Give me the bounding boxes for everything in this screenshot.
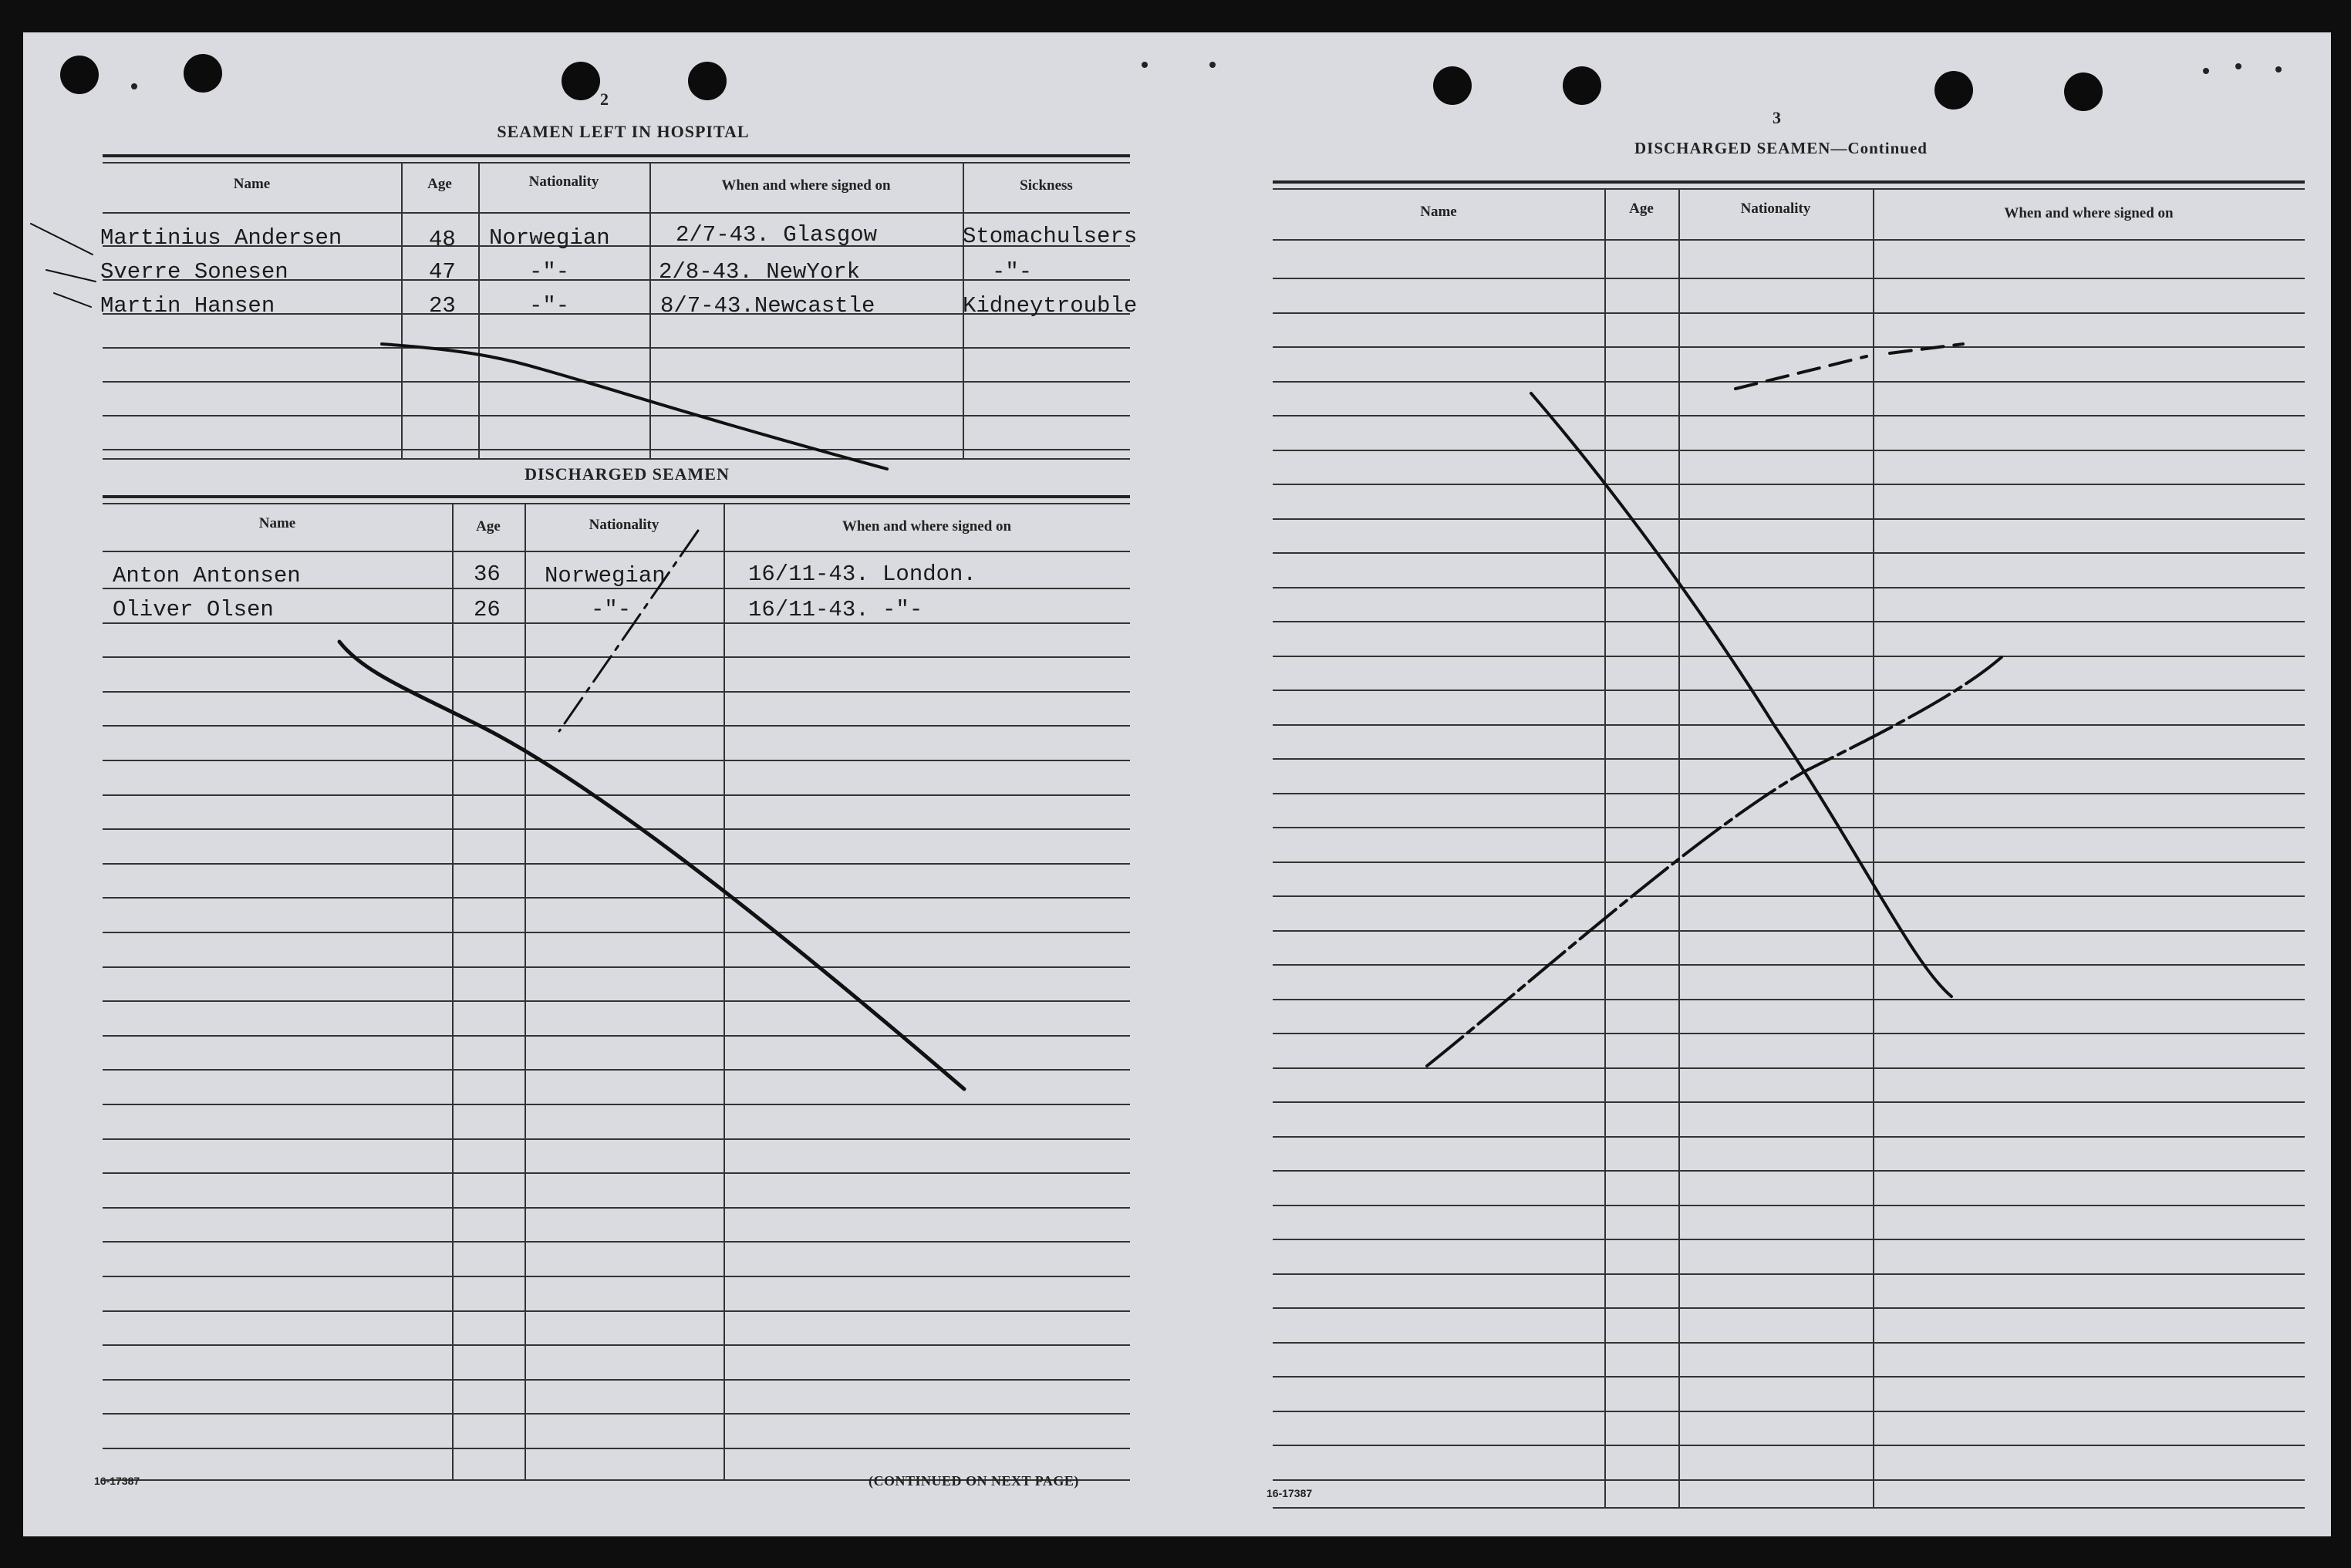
table-rule	[1273, 484, 2305, 485]
discharged-row-1-nationality: Norwegian	[545, 563, 666, 588]
punch-hole	[1433, 66, 1472, 105]
col-header-age: Age	[1629, 201, 1654, 217]
table-rule	[103, 162, 1130, 164]
column-divider	[452, 503, 454, 1481]
hospital-row-2-nationality: -"-	[529, 259, 570, 285]
table-rule	[103, 691, 1130, 693]
punch-hole	[1934, 71, 1973, 110]
table-rule	[1273, 1170, 2305, 1172]
table-rule	[103, 381, 1130, 383]
col-header-name: Name	[258, 515, 296, 531]
col-header-name: Name	[233, 176, 271, 192]
table-rule	[103, 863, 1130, 865]
discharged-row-2-age: 26	[474, 597, 501, 622]
left-page	[23, 32, 1180, 1536]
table-rule	[103, 725, 1130, 727]
hospital-row-2-age: 47	[429, 259, 456, 285]
hospital-row-3-age: 23	[429, 293, 456, 319]
table-rule	[103, 966, 1130, 968]
table-rule	[103, 347, 1130, 349]
punch-hole	[60, 56, 99, 94]
table-rule	[103, 1138, 1130, 1140]
table-rule	[103, 212, 1130, 214]
table-rule	[103, 503, 1130, 504]
page-title: DISCHARGED SEAMEN—Continued	[1634, 139, 1928, 157]
hospital-row-1-sickness: Stomachulsers	[963, 224, 1138, 249]
form-number: 16-17387	[94, 1475, 140, 1487]
col-header-signed-on: When and where signed on	[721, 177, 891, 194]
hospital-row-2-sickness: -"-	[992, 259, 1033, 285]
speck	[2235, 63, 2241, 69]
punch-hole	[1563, 66, 1601, 105]
table-rule	[103, 897, 1130, 899]
column-divider	[1604, 188, 1606, 1507]
discharged-row-2-nationality: -"-	[591, 597, 632, 622]
form-number: 16-17387	[1267, 1487, 1313, 1499]
table-rule	[103, 1448, 1130, 1449]
discharged-row-1-signed-on: 16/11-43. London.	[748, 561, 976, 587]
table-rule	[1273, 827, 2305, 828]
table-rule	[103, 760, 1130, 761]
table-rule	[103, 1104, 1130, 1105]
col-header-sickness: Sickness	[1020, 177, 1073, 194]
table-rule	[1273, 518, 2305, 520]
table-rule	[1273, 239, 2305, 241]
table-rule	[103, 828, 1130, 830]
table-rule	[1273, 1507, 2305, 1509]
table-rule	[103, 1172, 1130, 1174]
hospital-title: SEAMEN LEFT IN HOSPITAL	[497, 122, 750, 141]
table-rule	[1273, 415, 2305, 416]
table-rule	[103, 932, 1130, 933]
table-rule	[1273, 1376, 2305, 1377]
hospital-row-1-nationality: Norwegian	[489, 225, 610, 251]
page-number: 2	[600, 89, 609, 109]
col-header-nationality: Nationality	[1740, 201, 1811, 217]
continued-note: (CONTINUED ON NEXT PAGE)	[869, 1473, 1079, 1489]
hospital-row-2-name: Sverre Sonesen	[100, 259, 288, 285]
col-header-age: Age	[476, 518, 501, 534]
col-header-signed-on: When and where signed on	[2004, 205, 2174, 221]
table-rule	[103, 1069, 1130, 1071]
discharged-title: DISCHARGED SEAMEN	[525, 464, 730, 484]
discharged-row-2-signed-on: 16/11-43. -"-	[748, 597, 923, 622]
table-rule	[103, 1413, 1130, 1415]
table-rule	[103, 1310, 1130, 1312]
table-rule	[1273, 621, 2305, 622]
hospital-row-1-name: Martinius Andersen	[100, 225, 342, 251]
table-rule	[103, 551, 1130, 552]
table-rule	[103, 794, 1130, 796]
col-header-nationality: Nationality	[589, 517, 659, 533]
speck	[2203, 68, 2209, 74]
hospital-row-2-signed-on: 2/8-43. NewYork	[659, 259, 861, 285]
column-divider	[649, 162, 651, 458]
table-rule	[103, 1344, 1130, 1346]
table-rule	[1273, 758, 2305, 760]
document-sheet	[23, 32, 2331, 1536]
table-rule	[103, 154, 1130, 157]
hospital-row-3-nationality: -"-	[529, 293, 570, 319]
hospital-row-3-sickness: Kidneytrouble	[963, 293, 1138, 319]
discharged-row-1-age: 36	[474, 561, 501, 587]
column-divider	[1873, 188, 1874, 1507]
col-header-signed-on: When and where signed on	[842, 518, 1012, 534]
hospital-row-3-name: Martin Hansen	[100, 293, 275, 319]
table-rule	[1273, 656, 2305, 657]
table-rule	[1273, 895, 2305, 897]
col-header-nationality: Nationality	[528, 174, 599, 190]
table-rule	[1273, 1445, 2305, 1446]
speck	[1142, 62, 1148, 68]
table-rule	[1273, 587, 2305, 588]
hospital-row-1-signed-on: 2/7-43. Glasgow	[676, 222, 878, 248]
table-rule	[1273, 381, 2305, 383]
table-rule	[103, 1379, 1130, 1381]
table-rule	[1273, 1307, 2305, 1309]
table-rule	[103, 495, 1130, 498]
table-rule	[1273, 1411, 2305, 1412]
table-rule	[1273, 1273, 2305, 1275]
column-divider	[478, 162, 480, 458]
discharged-row-2-name: Oliver Olsen	[113, 597, 274, 622]
column-divider	[525, 503, 526, 1481]
punch-hole	[688, 62, 727, 100]
page-number: 3	[1773, 108, 1781, 127]
table-rule	[103, 656, 1130, 658]
table-rule	[1273, 690, 2305, 691]
right-page	[1196, 32, 2331, 1536]
punch-hole	[184, 54, 222, 93]
table-rule	[1273, 724, 2305, 726]
table-rule	[1273, 1033, 2305, 1034]
table-rule	[1273, 1239, 2305, 1240]
table-rule	[1273, 964, 2305, 966]
table-rule	[103, 622, 1130, 624]
table-rule	[1273, 278, 2305, 279]
table-rule	[1273, 1479, 2305, 1481]
table-rule	[1273, 999, 2305, 1000]
col-header-age: Age	[427, 176, 452, 192]
table-rule	[1273, 1342, 2305, 1344]
punch-hole	[562, 62, 600, 100]
table-rule	[1273, 552, 2305, 554]
table-rule	[1273, 1205, 2305, 1206]
column-divider	[1678, 188, 1680, 1507]
table-rule	[1273, 180, 2305, 184]
table-rule	[103, 449, 1130, 450]
table-rule	[1273, 793, 2305, 794]
column-divider	[401, 162, 403, 458]
table-rule	[1273, 930, 2305, 932]
table-rule	[1273, 1136, 2305, 1138]
table-rule	[1273, 188, 2305, 190]
punch-hole	[2064, 72, 2103, 111]
hospital-row-3-signed-on: 8/7-43.Newcastle	[660, 293, 875, 319]
table-rule	[103, 1207, 1130, 1209]
table-rule	[103, 458, 1130, 460]
table-rule	[103, 1000, 1130, 1002]
table-rule	[1273, 346, 2305, 348]
table-rule	[103, 415, 1130, 416]
col-header-name: Name	[1420, 204, 1457, 220]
table-rule	[1273, 450, 2305, 451]
discharged-row-1-name: Anton Antonsen	[113, 563, 301, 588]
table-rule	[103, 1276, 1130, 1277]
table-rule	[103, 1241, 1130, 1243]
table-rule	[1273, 312, 2305, 314]
table-rule	[1273, 862, 2305, 863]
table-rule	[1273, 1067, 2305, 1069]
hospital-row-1-age: 48	[429, 227, 456, 252]
speck	[2275, 66, 2282, 72]
column-divider	[724, 503, 725, 1481]
table-rule	[103, 1035, 1130, 1037]
table-rule	[1273, 1101, 2305, 1103]
speck	[131, 83, 137, 89]
